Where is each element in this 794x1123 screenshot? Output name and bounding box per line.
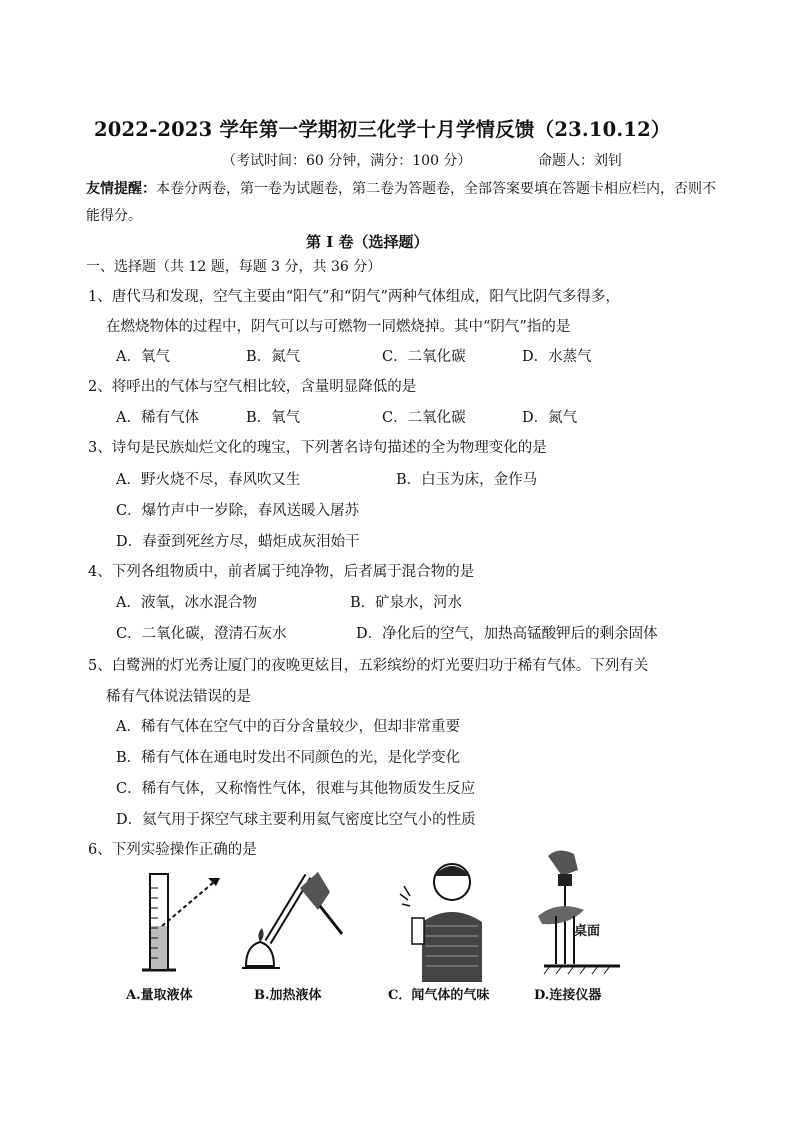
figure-caption-c: C．闻气体的气味 bbox=[388, 988, 490, 1003]
question-3-option-d: D．春蚕到死丝方尽，蜡炬成灰泪始干 bbox=[116, 534, 360, 550]
question-1-option-c: C．二氧化碳 bbox=[382, 349, 466, 365]
figure-caption-a: A.量取液体 bbox=[126, 988, 193, 1003]
author: 命题人：刘钊 bbox=[538, 153, 622, 169]
question-5-option-b: B．稀有气体在通电时发出不同颜色的光，是化学变化 bbox=[116, 750, 461, 766]
question-6-line-1: 6、下列实验操作正确的是 bbox=[88, 842, 257, 858]
question-1-option-b: B．氮气 bbox=[246, 349, 301, 365]
question-4-line-1: 4、下列各组物质中，前者属于纯净物，后者属于混合物的是 bbox=[88, 564, 475, 580]
question-1-line-2: 在燃烧物体的过程中，阴气可以与可燃物一同燃烧掉。其中“阴气”指的是 bbox=[106, 319, 571, 335]
exam-info: （考试时间：60 分钟，满分：100 分） bbox=[222, 153, 472, 169]
question-5-line-2: 稀有气体说法错误的是 bbox=[106, 689, 251, 705]
question-1-line-1: 1、唐代马和发现，空气主要由“阳气”和“阴气”两种气体组成，阳气比阴气多得多， bbox=[88, 289, 620, 305]
tip-text: 本卷分两卷，第一卷为试题卷，第二卷为答题卷，全部答案要填在答题卡相应栏内，否则不能得分。 bbox=[86, 181, 716, 224]
section-title: 一、选择题（共 12 题，每题 3 分，共 36 分） bbox=[86, 259, 382, 275]
question-1-option-a: A．氧气 bbox=[116, 349, 170, 365]
question-2-option-a: A．稀有气体 bbox=[116, 410, 199, 426]
question-3-line-1: 3、诗句是民族灿烂文化的瑰宝，下列著名诗句描述的全为物理变化的是 bbox=[88, 440, 547, 456]
question-3-option-a: A．野火烧不尽，春风吹又生 bbox=[116, 472, 301, 488]
desk-label: 桌面 bbox=[574, 924, 601, 939]
question-5-line-1: 5、白鹭洲的灯光秀让厦门的夜晚更炫目，五彩缤纷的灯光要归功于稀有气体。下列有关 bbox=[88, 658, 649, 674]
figure-connecting-instruments bbox=[528, 846, 628, 976]
question-2-line-1: 2、将呼出的气体与空气相比较，含量明显降低的是 bbox=[88, 379, 417, 395]
question-4-option-c: C．二氧化碳，澄清石灰水 bbox=[116, 626, 287, 642]
figure-graduated-cylinder bbox=[126, 868, 236, 978]
question-5-option-a: A．稀有气体在空气中的百分含量较少，但却非常重要 bbox=[116, 719, 460, 735]
question-2-option-d: D．氮气 bbox=[522, 410, 578, 426]
figure-caption-d: D.连接仪器 bbox=[534, 988, 602, 1003]
figure-heating-liquid bbox=[238, 862, 358, 980]
friendly-tip bbox=[86, 176, 716, 230]
figure-smelling-gas bbox=[396, 856, 496, 982]
tip-label: 友情提醒： bbox=[86, 181, 156, 197]
question-3-option-b: B．白玉为床，金作马 bbox=[396, 472, 538, 488]
question-4-option-d: D．净化后的空气，加热高锰酸钾后的剩余固体 bbox=[356, 626, 658, 642]
page-title: 2022-2023 学年第一学期初三化学十月学情反馈（23.10.12） bbox=[94, 118, 671, 141]
question-4-option-a: A．液氧，冰水混合物 bbox=[116, 595, 257, 611]
question-2-option-b: B．氧气 bbox=[246, 410, 301, 426]
question-1-option-d: D．水蒸气 bbox=[522, 349, 592, 365]
question-4-option-b: B．矿泉水，河水 bbox=[350, 595, 463, 611]
question-2-option-c: C．二氧化碳 bbox=[382, 410, 466, 426]
part-title: 第 I 卷（选择题） bbox=[306, 233, 429, 251]
question-3-option-c: C．爆竹声中一岁除，春风送暖入屠苏 bbox=[116, 503, 360, 519]
question-5-option-c: C．稀有气体，又称惰性气体，很难与其他物质发生反应 bbox=[116, 781, 476, 797]
question-5-option-d: D．氦气用于探空气球主要利用氦气密度比空气小的性质 bbox=[116, 812, 476, 828]
figure-caption-b: B.加热液体 bbox=[254, 988, 322, 1003]
